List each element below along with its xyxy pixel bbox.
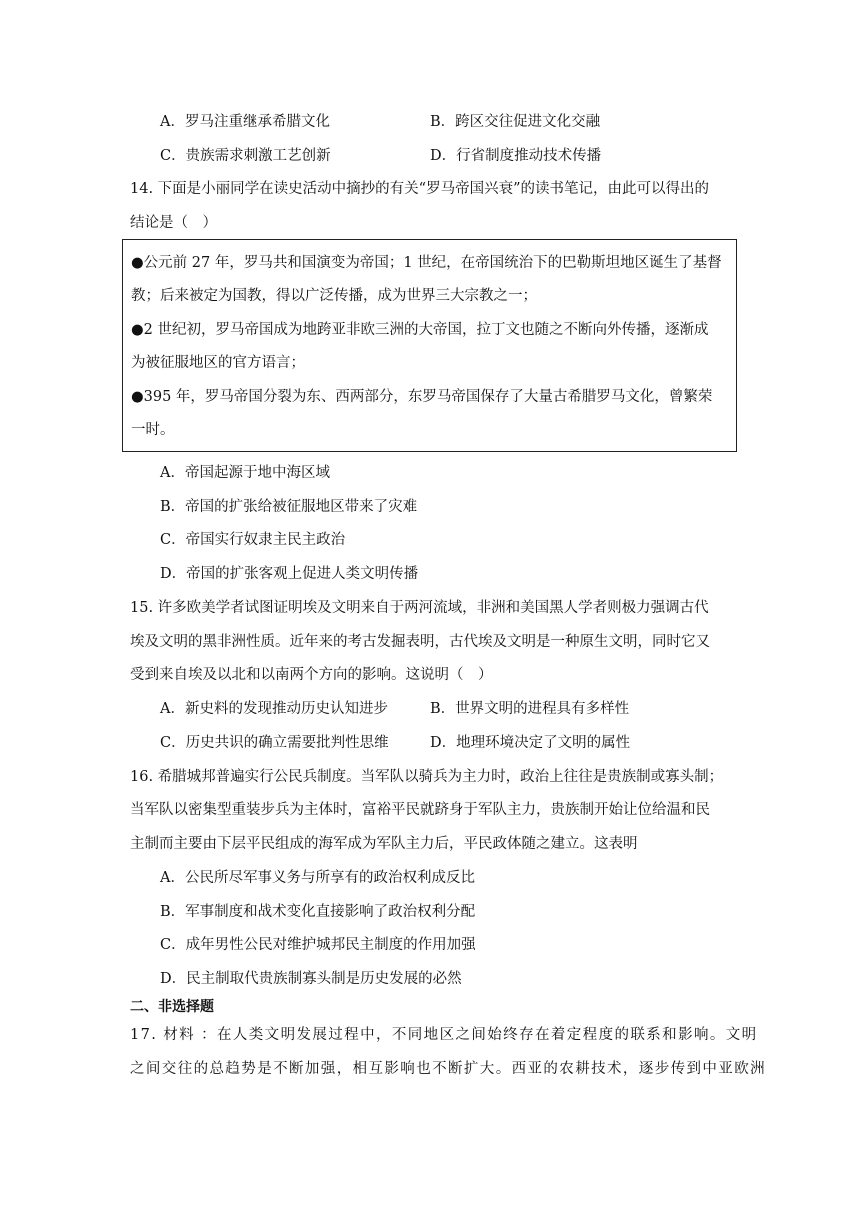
q14-notes-box	[122, 239, 737, 452]
q16-stem-line-2: 当军队以密集型重装步兵为主体时，富裕平民就跻身于军队主力，贵族制开始让位给温和民	[130, 802, 710, 818]
q13-option-c: C．贵族需求刺激工艺创新	[160, 148, 331, 164]
q13-option-d: D．行省制度推动技术传播	[430, 148, 602, 164]
q13-option-b: B．跨区交往促进文化交融	[430, 114, 601, 130]
q16-stem-line-1: 16. 希腊城邦普遍实行公民兵制度。当军队以骑兵为主力时，政治上往往是贵族制或寡头制；	[130, 769, 724, 785]
q16-option-b: B．军事制度和战术变化直接影响了政治权利分配	[160, 904, 476, 920]
q14-note-line: ●2 世纪初，罗马帝国成为地跨亚非欧三洲的大帝国，拉丁文也随之不断向外传播，逐渐成	[131, 322, 709, 338]
q15-stem-line-2: 埃及文明的黑非洲性质。近年来的考古发掘表明，古代埃及文明是一种原生文明，同时它又	[130, 634, 710, 650]
q14-option-a: A．帝国起源于地中海区域	[160, 465, 330, 481]
q17-stem-line-2: 之间交往的总趋势是不断加强，相互影响也不断扩大。西亚的农耕技术，逐步传到中亚欧洲	[130, 1061, 766, 1077]
q14-note-line: 教；后来被定为国教，得以广泛传播，成为世界三大宗教之一；	[131, 288, 537, 304]
q14-note-line: 一时。	[131, 422, 175, 438]
q16-option-d: D．民主制取代贵族制寡头制是历史发展的必然	[160, 971, 462, 987]
q16-option-a: A．公民所尽军事义务与所享有的政治权利成反比	[160, 870, 475, 886]
q16-stem-line-3: 主制而主要由下层平民组成的海军成为军队主力后，平民政体随之建立。这表明	[130, 836, 638, 852]
q14-option-b: B．帝国的扩张给被征服地区带来了灾难	[160, 499, 418, 515]
q15-stem-line-1: 15. 许多欧美学者试图证明埃及文明来自于两河流域，非洲和美国黑人学者则极力强调古代	[130, 600, 709, 616]
q15-option-a: A．新史料的发现推动历史认知进步	[160, 701, 388, 717]
q14-stem-line-2: 结论是（ ）	[130, 215, 217, 231]
q14-note-line: 为被征服地区的官方语言；	[131, 355, 305, 371]
q15-option-d: D．地理环境决定了文明的属性	[430, 735, 631, 751]
q14-option-c: C．帝国实行奴隶主民主政治	[160, 532, 346, 548]
q14-note-line: ●公元前 27 年，罗马共和国演变为帝国；1 世纪，在帝国统治下的巴勒斯坦地区诞生了基督	[131, 255, 722, 271]
q14-stem-line-1: 14. 下面是小丽同学在读史活动中摘抄的有关“罗马帝国兴衰”的读书笔记，由此可以得出的	[130, 181, 709, 197]
q13-option-a: A．罗马注重继承希腊文化	[160, 114, 330, 130]
q14-option-d: D．帝国的扩张客观上促进人类文明传播	[160, 566, 419, 582]
section-heading: 二、非选择题	[130, 999, 214, 1015]
q16-option-c: C．成年男性公民对维护城邦民主制度的作用加强	[160, 937, 476, 953]
q15-stem-line-3: 受到来自埃及以北和以南两个方向的影响。这说明（ ）	[130, 667, 493, 683]
q15-option-c: C．历史共识的确立需要批判性思维	[160, 735, 389, 751]
q17-stem-line-1: 17. 材料 ：在人类文明发展过程中，不同地区之间始终存在着定程度的联系和影响。文明	[130, 1027, 758, 1043]
q14-note-line: ●395 年，罗马帝国分裂为东、西两部分，东罗马帝国保存了大量古希腊罗马文化，曾繁荣	[131, 389, 713, 405]
q15-option-b: B．世界文明的进程具有多样性	[430, 701, 630, 717]
